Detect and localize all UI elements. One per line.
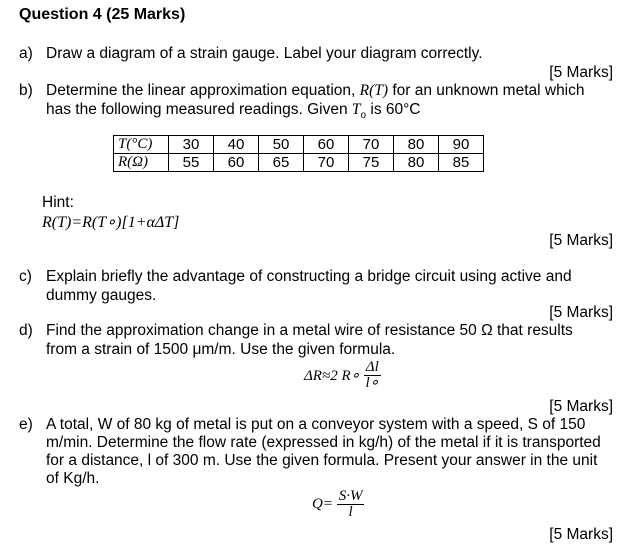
table-cell: 65	[259, 154, 304, 172]
table-cell: 60	[214, 154, 259, 172]
table-cell: 85	[439, 154, 484, 172]
table-cell: 50	[259, 136, 304, 154]
table-cell: 70	[349, 136, 394, 154]
table-cell: 55	[169, 154, 214, 172]
flow-rate-formula: Q= $\frac{S\cdot W}{l}$	[312, 488, 363, 520]
table-cell: 80	[394, 136, 439, 154]
part-e-line2: m/min. Determine the flow rate (expressed in kg/h) of the metal if it is transported	[46, 434, 601, 451]
table-row	[114, 136, 484, 154]
table-cell: 80	[394, 154, 439, 172]
part-b-line1: Determine the linear approximation equation, R(T) for an unknown metal which	[46, 82, 585, 99]
part-d-marks: [5 Marks]	[549, 398, 613, 415]
readings-table	[113, 135, 484, 172]
table-cell: 60	[304, 136, 349, 154]
table-cell: 90	[439, 136, 484, 154]
part-b-line2: has the following measured readings. Given $T_o$ is 60°C	[46, 101, 421, 122]
resistance-header: R(Ω)	[114, 154, 169, 172]
part-e-line1: A total, W of 80 kg of metal is put on a conveyor system with a speed, S of 150	[46, 416, 586, 433]
part-a-marks: [5 Marks]	[549, 64, 613, 81]
part-b-marks: [5 Marks]	[549, 232, 613, 249]
part-e-line3: for a distance, l of 300 m. Use the given formula. Present your answer in the unit	[46, 452, 598, 469]
part-e-marks: [5 Marks]	[549, 526, 613, 543]
part-b-label: b)	[19, 82, 33, 99]
part-c-marks: [5 Marks]	[549, 304, 613, 321]
table-cell: 30	[169, 136, 214, 154]
part-c-line1: Explain briefly the advantage of constructing a bridge circuit using active and	[46, 268, 572, 285]
table-cell: 75	[349, 154, 394, 172]
part-e-line4: of Kg/h.	[46, 470, 100, 487]
part-c-label: c)	[19, 268, 32, 285]
hint-label: Hint:	[42, 194, 74, 211]
part-d-line2: from a strain of 1500 μm/m. Use the given formula.	[46, 341, 396, 358]
question-title: Question 4 (25 Marks)	[19, 6, 186, 23]
table-cell: 40	[214, 136, 259, 154]
part-c-line2: dummy gauges.	[46, 287, 157, 304]
hint-formula: R(T)=R(T∘)[1+αΔT]	[42, 214, 180, 231]
part-e-label: e)	[19, 416, 33, 433]
table-row	[114, 154, 484, 172]
part-d-line1: Find the approximation change in a metal wire of resistance 50 Ω that results	[46, 322, 573, 339]
table-cell: 70	[304, 154, 349, 172]
part-d-label: d)	[19, 322, 33, 339]
temperature-header: T(°C)	[114, 136, 169, 154]
part-a-text: Draw a diagram of a strain gauge. Label your diagram correctly.	[46, 45, 483, 62]
part-a-label: a)	[19, 45, 33, 62]
strain-formula: ΔR≈2 R∘ $\frac{\Delta l}{l\circ}$	[304, 359, 380, 391]
